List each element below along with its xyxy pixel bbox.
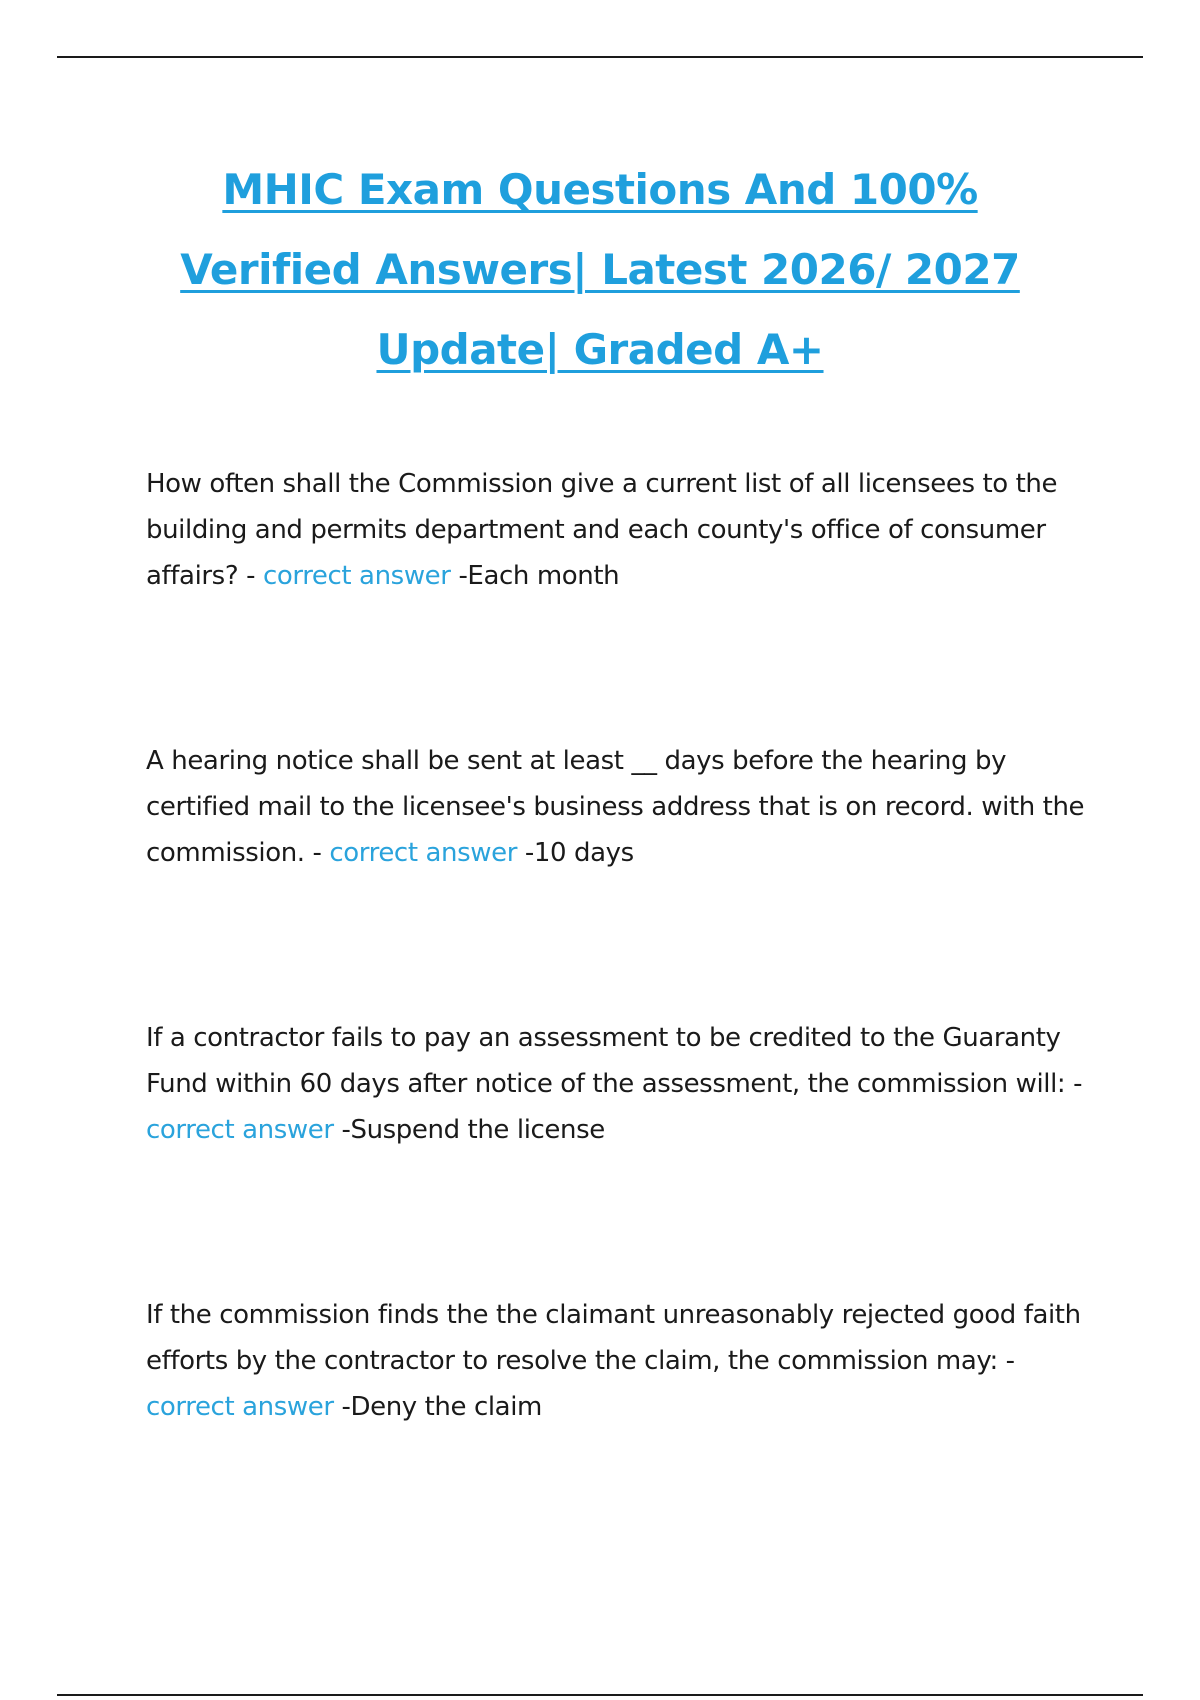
qa-item-1	[146, 461, 1091, 599]
question-text: If the commission finds the the claimant unreasonably rejected good faith efforts by the contractor to resolve the claim, the commission may:	[146, 1300, 1081, 1376]
qa-item-3	[146, 1015, 1091, 1153]
answer-text: -Each month	[450, 561, 620, 591]
document-title	[100, 150, 1100, 390]
bottom-rule	[57, 1694, 1143, 1696]
title-line-2: Verified Answers| Latest 2026/ 2027	[180, 245, 1020, 294]
correct-answer-label: correct answer	[146, 1392, 334, 1422]
question-text: How often shall the Commission give a current list of all licensees to the building and permits department and each county's office of consumer affairs?	[146, 469, 1058, 591]
answer-text: -10 days	[517, 838, 634, 868]
question-text: A hearing notice shall be sent at least __ days before the hearing by certified mail to the licensee's business address that is on record. with the commission.	[146, 746, 1085, 868]
correct-answer-label: correct answer	[262, 561, 451, 591]
qa-item-2	[146, 738, 1091, 876]
answer-text: -Deny the claim	[333, 1392, 542, 1422]
title-line-1: MHIC Exam Questions And 100%	[222, 165, 978, 214]
qa-item-4	[146, 1292, 1091, 1430]
title-line-3: Update| Graded A+	[376, 325, 824, 374]
separator: -	[304, 838, 330, 868]
separator: -	[238, 561, 263, 591]
separator: -	[997, 1346, 1015, 1376]
correct-answer-label: correct answer	[329, 838, 517, 868]
separator: -	[1065, 1069, 1083, 1099]
correct-answer-label: correct answer	[146, 1115, 334, 1145]
question-text: If a contractor fails to pay an assessment to be credited to the Guaranty Fund within 60 days after notice of the assessment, the commission will:	[146, 1023, 1066, 1099]
answer-text: -Suspend the license	[333, 1115, 605, 1145]
top-rule	[57, 56, 1143, 58]
